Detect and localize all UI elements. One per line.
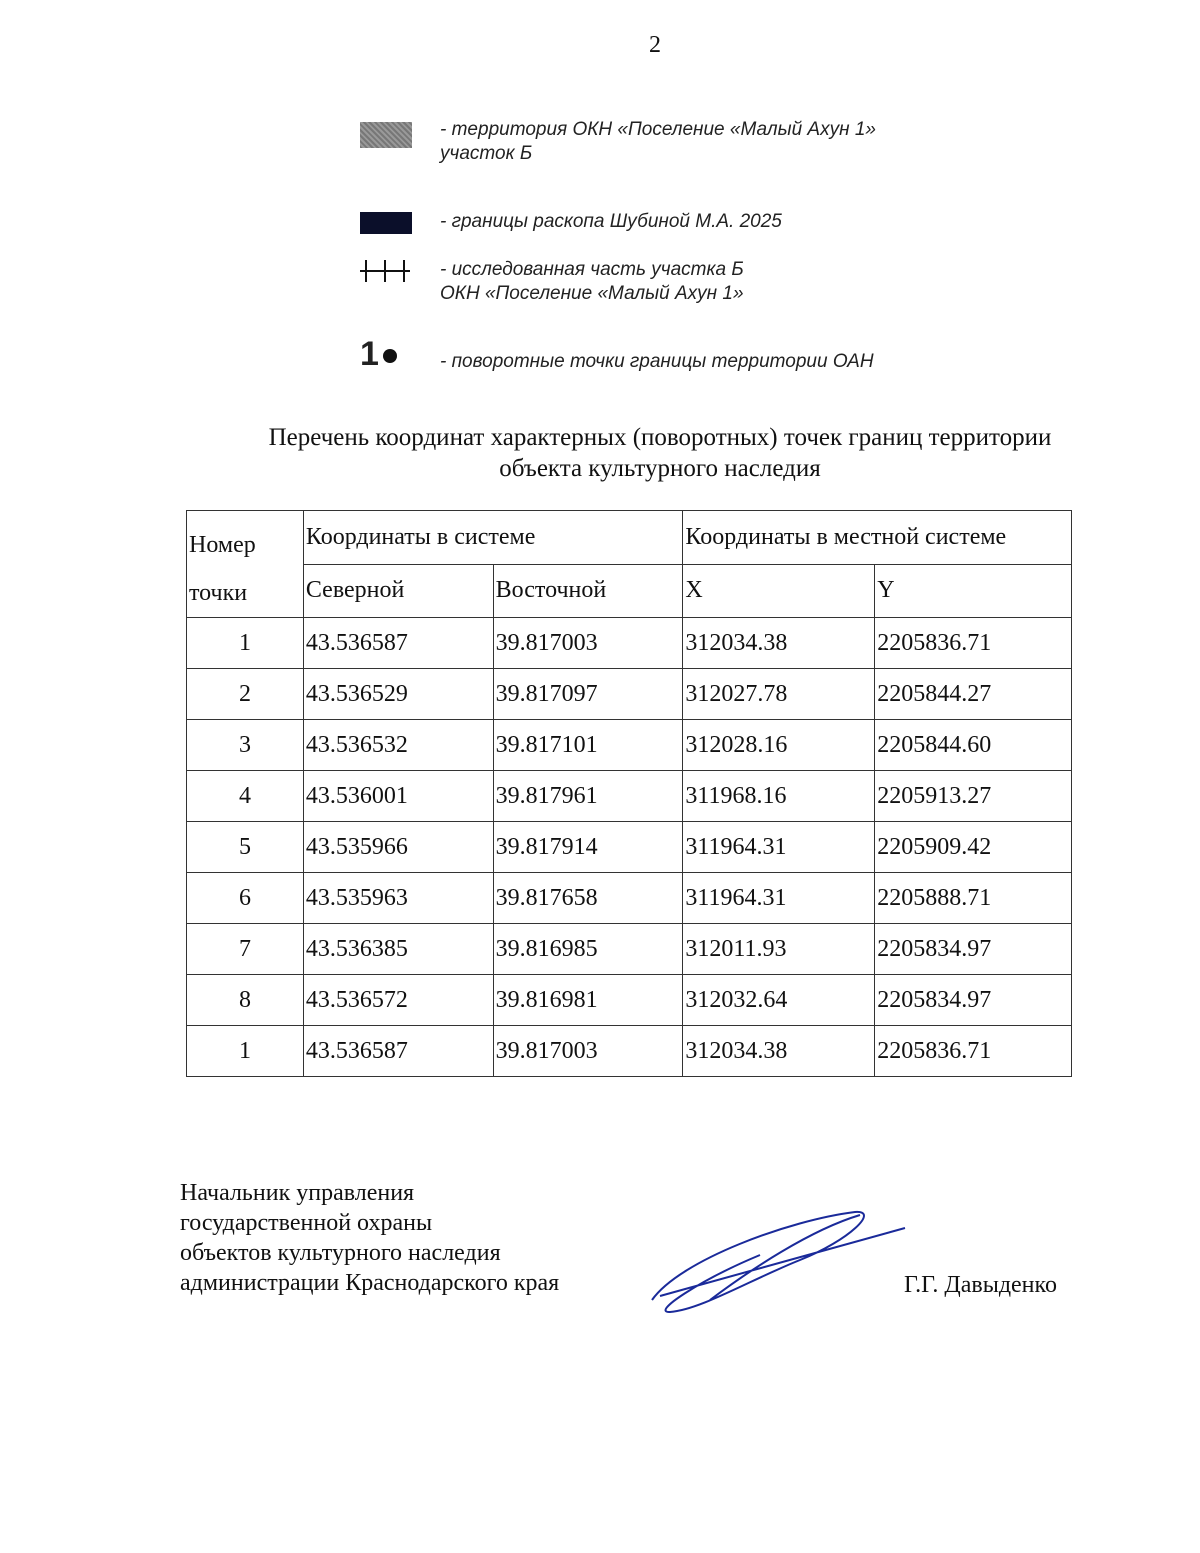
east-coordinate-cell: 39.817003 <box>493 1026 683 1077</box>
table-row <box>187 669 1072 720</box>
signature-title-line: объектов культурного наследия <box>180 1240 501 1266</box>
east-coordinate-cell: 39.817003 <box>493 618 683 669</box>
east-coordinate-cell: 39.816985 <box>493 924 683 975</box>
x-coordinate-cell: 312034.38 <box>683 1026 875 1077</box>
legend-text: - исследованная часть участка Б ОКН «Поселение «Малый Ахун 1» <box>440 259 744 304</box>
legend-text: - границы раскопа Шубиной М.А. 2025 <box>440 211 782 232</box>
east-coordinate-cell: 39.817961 <box>493 771 683 822</box>
header-number <box>187 511 304 618</box>
north-coordinate-cell: 43.535963 <box>303 873 493 924</box>
y-coordinate-cell: 2205834.97 <box>875 924 1072 975</box>
turning-point-icon <box>360 335 397 373</box>
table-row <box>187 975 1072 1026</box>
x-coordinate-cell: 312034.38 <box>683 618 875 669</box>
table-row <box>187 822 1072 873</box>
legend-text: - поворотные точки границы территории ОАН <box>440 351 874 372</box>
east-coordinate-cell: 39.817101 <box>493 720 683 771</box>
table-row <box>187 924 1072 975</box>
header-x: X <box>683 564 875 618</box>
y-coordinate-cell: 2205836.71 <box>875 618 1072 669</box>
point-number-cell: 1 <box>187 618 304 669</box>
table-row <box>187 873 1072 924</box>
north-coordinate-cell: 43.536385 <box>303 924 493 975</box>
north-coordinate-cell: 43.536587 <box>303 1026 493 1077</box>
signatory-name: Г.Г. Давыденко <box>904 1272 1057 1298</box>
y-coordinate-cell: 2205834.97 <box>875 975 1072 1026</box>
table-row <box>187 618 1072 669</box>
signature-title-line: администрации Краснодарского края <box>180 1270 560 1296</box>
east-coordinate-cell: 39.817914 <box>493 822 683 873</box>
gray-hatched-fill-icon <box>360 122 412 148</box>
y-coordinate-cell: 2205844.27 <box>875 669 1072 720</box>
signature-title-line: государственной охраны <box>180 1210 433 1236</box>
x-coordinate-cell: 311964.31 <box>683 822 875 873</box>
east-coordinate-cell: 39.816981 <box>493 975 683 1026</box>
table-row <box>187 1026 1072 1077</box>
grid-hatch-icon <box>360 260 410 282</box>
y-coordinate-cell: 2205836.71 <box>875 1026 1072 1077</box>
north-coordinate-cell: 43.536001 <box>303 771 493 822</box>
turning-point-label: 1 <box>360 335 379 373</box>
x-coordinate-cell: 312028.16 <box>683 720 875 771</box>
x-coordinate-cell: 312027.78 <box>683 669 875 720</box>
point-number-cell: 2 <box>187 669 304 720</box>
header-system: Координаты в системе <box>303 511 683 565</box>
point-number-cell: 4 <box>187 771 304 822</box>
page-number: 2 <box>649 32 661 58</box>
coordinates-table <box>186 510 1072 1077</box>
x-coordinate-cell: 312011.93 <box>683 924 875 975</box>
signature-title <box>180 1178 559 1298</box>
header-north: Северной <box>303 564 493 618</box>
point-number-cell: 3 <box>187 720 304 771</box>
handwritten-signature <box>640 1200 910 1320</box>
y-coordinate-cell: 2205844.60 <box>875 720 1072 771</box>
north-coordinate-cell: 43.536572 <box>303 975 493 1026</box>
x-coordinate-cell: 311968.16 <box>683 771 875 822</box>
east-coordinate-cell: 39.817097 <box>493 669 683 720</box>
table-header-row <box>187 511 1072 565</box>
header-east: Восточной <box>493 564 683 618</box>
point-number-cell: 1 <box>187 1026 304 1077</box>
y-coordinate-cell: 2205888.71 <box>875 873 1072 924</box>
y-coordinate-cell: 2205909.42 <box>875 822 1072 873</box>
header-y: Y <box>875 564 1072 618</box>
header-number-line1: Номер <box>189 532 256 558</box>
point-number-cell: 8 <box>187 975 304 1026</box>
north-coordinate-cell: 43.536587 <box>303 618 493 669</box>
table-row <box>187 720 1072 771</box>
north-coordinate-cell: 43.536532 <box>303 720 493 771</box>
legend-text: - территория ОКН «Поселение «Малый Ахун 1» участок Б <box>440 119 876 164</box>
header-local-system: Координаты в местной системе <box>683 511 1072 565</box>
dark-fill-icon <box>360 212 412 234</box>
header-number-line2: точки <box>189 580 248 606</box>
table-subheader-row <box>187 564 1072 618</box>
table-heading: Перечень координат характерных (поворотных) точек границ территории объекта культурного наследия <box>268 424 1052 482</box>
north-coordinate-cell: 43.535966 <box>303 822 493 873</box>
north-coordinate-cell: 43.536529 <box>303 669 493 720</box>
point-number-cell: 7 <box>187 924 304 975</box>
point-number-cell: 5 <box>187 822 304 873</box>
east-coordinate-cell: 39.817658 <box>493 873 683 924</box>
table-row <box>187 771 1072 822</box>
signature-title-line: Начальник управления <box>180 1180 415 1206</box>
point-number-cell: 6 <box>187 873 304 924</box>
y-coordinate-cell: 2205913.27 <box>875 771 1072 822</box>
x-coordinate-cell: 311964.31 <box>683 873 875 924</box>
x-coordinate-cell: 312032.64 <box>683 975 875 1026</box>
